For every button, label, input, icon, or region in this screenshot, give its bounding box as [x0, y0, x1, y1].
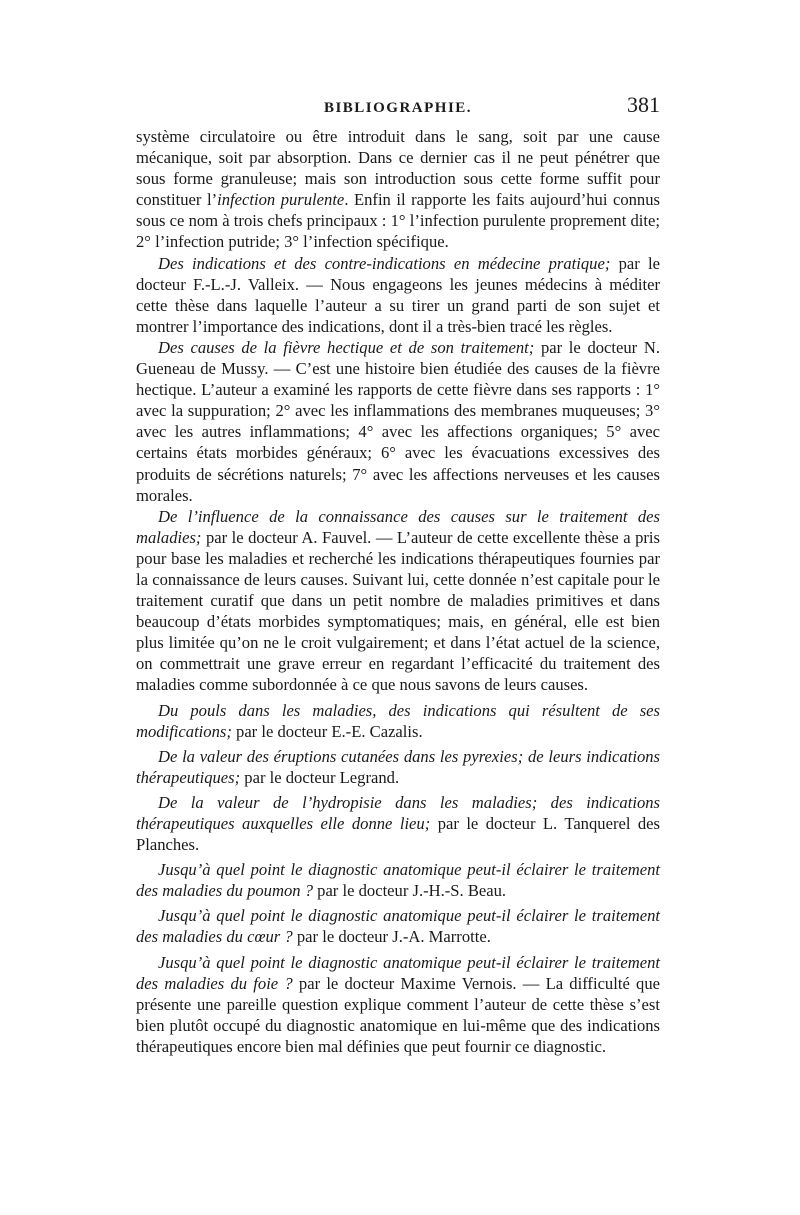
italic-title-text: De la valeur de l’hydropisie dans les maladies; des indications thérapeutiques auxquelles elle donne lieu;: [136, 792, 660, 833]
paragraph: [136, 746, 660, 788]
paragraph-text: . Enfin il rapporte les faits aujourd’hui connus sous ce nom à trois chefs principaux : 1° l’infection purulente proprement dite; 2° l’infection putride; 3° l’infection spécifique.: [136, 190, 660, 252]
italic-title-text: Jusqu’à quel point le diagnostic anatomique peut-il éclairer le traitement des maladies du poumon ?: [136, 860, 660, 901]
italic-title-text: Des indications et des contre-indications en médecine pratique;: [158, 253, 611, 273]
paragraph-text: par le docteur L. Tanquerel des Planches.: [136, 814, 660, 855]
paragraph-text: par le docteur Maxime Vernois. — La difficulté que présente une pareille question explique comment l’auteur de cette thèse s’est bien plutôt occupé du diagnostic anatomique en lui-même que des indications thérapeutiques encore bien mal définies que peut fournir ce diagnostic.: [136, 973, 660, 1056]
italic-title-text: infection purulente: [217, 190, 345, 210]
paragraph: [136, 792, 660, 855]
running-title: BIBLIOGRAPHIE.: [323, 100, 473, 116]
italic-title-text: Des causes de la fièvre hectique et de son traitement;: [158, 337, 535, 357]
paragraph: [136, 253, 660, 337]
paragraph-text: par le docteur J.-H.-S. Beau.: [313, 881, 507, 901]
paragraph-text: système circulatoire ou être introduit dans le sang, soit par une cause mécanique, soit par absorption. Dans ce dernier cas il ne peut pénétrer que sous forme granuleuse; mais son introduction sous cette forme suffit pour constituer l’: [136, 127, 660, 210]
paragraph: [136, 700, 660, 742]
paragraph: [136, 859, 660, 901]
paragraph-text: par le docteur J.-A. Marrotte.: [292, 927, 491, 947]
paragraph-text: par le docteur N. Gueneau de Mussy. — C’est une histoire bien étudiée des causes de la fièvre hectique. L’auteur a examiné les rapports de cette fièvre dans ses rapports : 1° avec la suppuration; 2° avec les inflammations des membranes muqueuses; 3° avec les autres inflammations; 4° avec les affections organiques; 5° avec certains états morbides généraux; 6° avec les évacuations excessives des produits de sécrétions naturels; 7° avec les affections nerveuses et les causes morales.: [136, 337, 660, 505]
paragraph: [136, 126, 660, 253]
paragraph: [136, 506, 660, 696]
italic-title-text: Jusqu’à quel point le diagnostic anatomique peut-il éclairer le traitement des maladies du cœur ?: [136, 906, 660, 947]
page-number: 381: [627, 92, 660, 117]
italic-title-text: De la valeur des éruptions cutanées dans les pyrexies; de leurs indications thérapeutiques;: [136, 746, 660, 787]
paragraph-text: par le docteur Legrand.: [240, 767, 400, 787]
paragraph: [136, 952, 660, 1057]
paragraph-text: par le docteur F.-L.-J. Valleix. — Nous engageons les jeunes médecins à méditer cette thèse dans laquelle l’auteur a su tirer un grand parti de son sujet et montrer l’importance des indications, dont il a très-bien tracé les règles.: [136, 253, 660, 336]
italic-title-text: Jusqu’à quel point le diagnostic anatomique peut-il éclairer le traitement des maladies du foie ?: [136, 952, 660, 993]
page: [136, 92, 660, 1057]
paragraph-text: par le docteur A. Fauvel. — L’auteur de cette excellente thèse a pris pour base les maladies et recherché les indications thérapeutiques fournies par la connaissance de leurs causes. Suivant lui, cette donnée n’est capitale pour le traitement curatif que dans un petit nombre de maladies primitives et dans beaucoup d’états morbides symptomatiques; mais, en général, elle est bien plus limitée qu’on ne le croit vulgairement; et dans l’état actuel de la science, on commettrait une grave erreur en regardant l’efficacité du traitement des maladies comme subordonnée à ce que nous savons de leurs causes.: [136, 527, 660, 695]
running-header: [136, 92, 660, 126]
italic-title-text: Du pouls dans les maladies, des indications qui résultent de ses modifications;: [136, 700, 660, 741]
paragraph-text: par le docteur E.-E. Cazalis.: [231, 721, 423, 741]
paragraph: [136, 905, 660, 947]
italic-title-text: De l’influence de la connaissance des causes sur le traitement des maladies;: [136, 506, 660, 547]
paragraph: [136, 337, 660, 506]
body-text: [136, 126, 660, 1057]
